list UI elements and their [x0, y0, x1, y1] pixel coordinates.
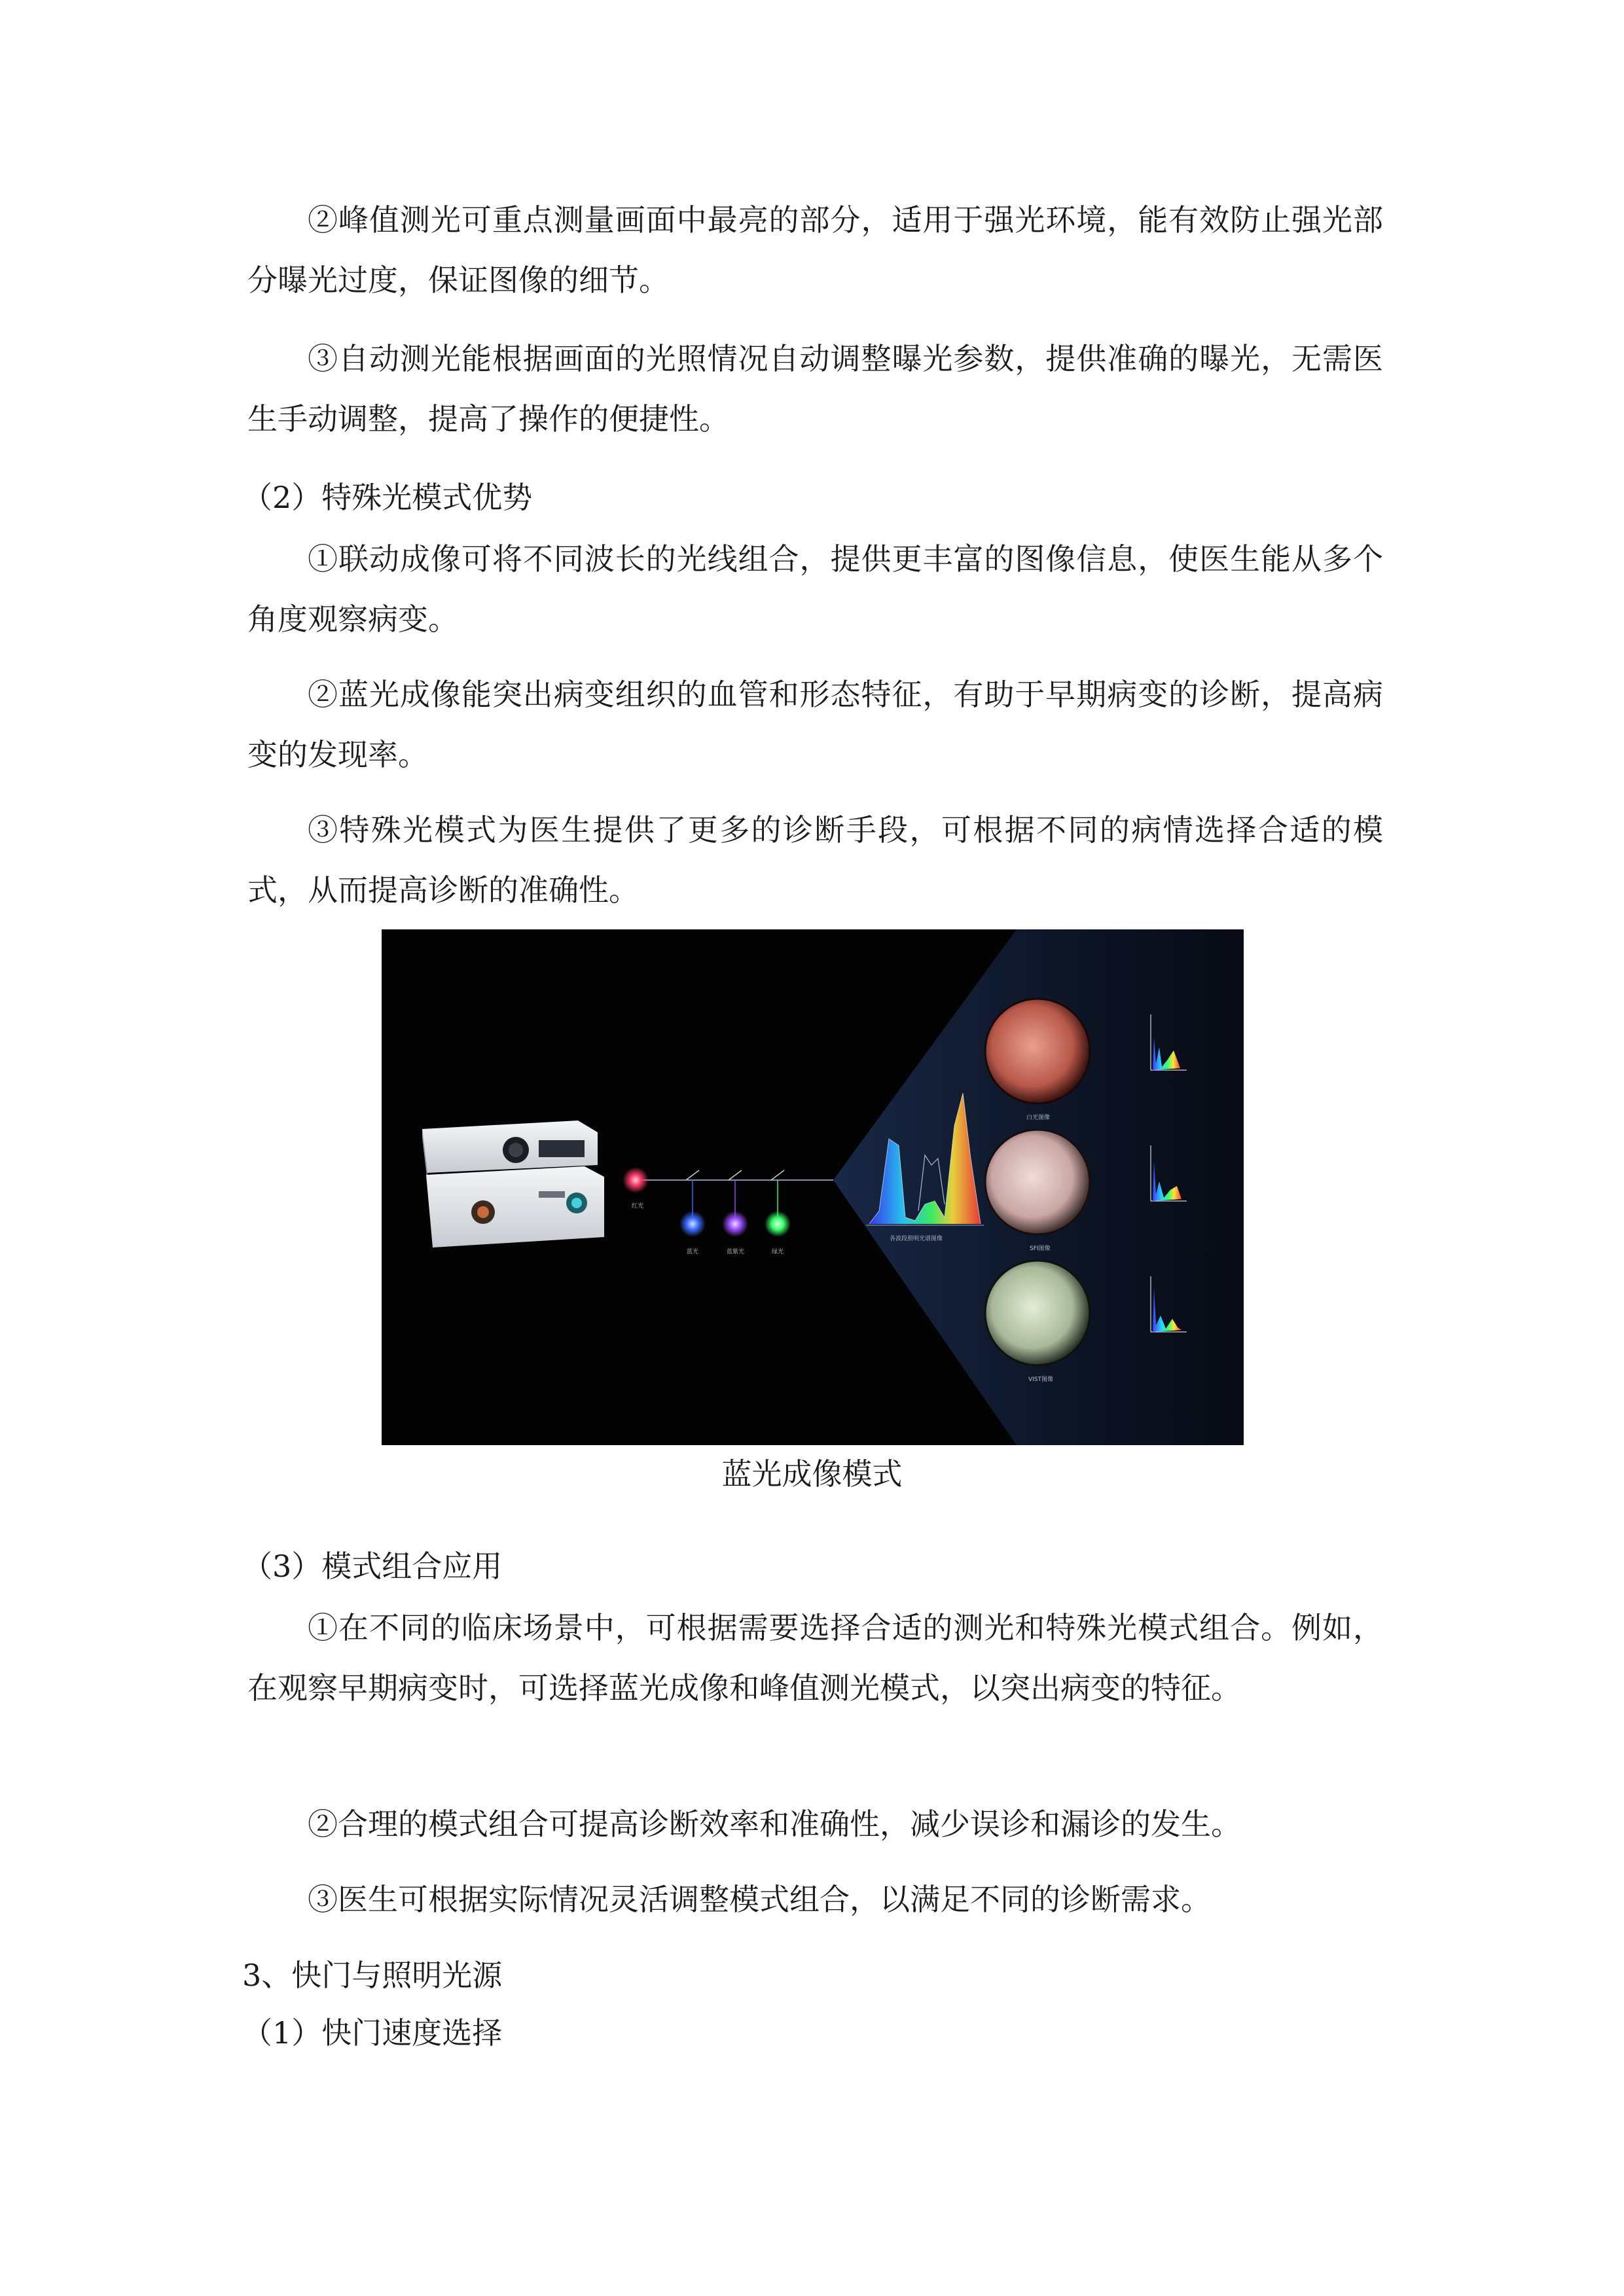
- red-light-source-icon: [623, 1167, 649, 1193]
- vist-image: [985, 1261, 1090, 1365]
- special-light-item-2: ②蓝光成像能突出病变组织的血管和形态特征，有助于早期病变的诊断，提高病变的发现率。: [247, 677, 1383, 772]
- shutter-heading: 3、快门与照明光源: [242, 1958, 503, 1993]
- blue-light-emitter-icon: [679, 1180, 706, 1237]
- light-path: [636, 1170, 833, 1180]
- combination-heading: （3）模式组合应用: [242, 1549, 503, 1584]
- combination-item-1: ①在不同的临床场景中，可根据需要选择合适的测光和特殊光模式组合。例如，在观察早期病变时，可选择蓝光成像和峰值测光模式，以突出病变的特征。: [247, 1610, 1383, 1706]
- shutter-speed-subheading: （1）快门速度选择: [242, 2015, 503, 2051]
- metering-item-2: ②峰值测光可重点测量画面中最亮的部分，适用于强光环境，能有效防止强光部分曝光过度，保证图像的细节。: [247, 202, 1383, 298]
- metering-item-3: ③自动测光能根据画面的光照情况自动调整曝光参数，提供准确的曝光，无需医生手动调整，提高了操作的便捷性。: [247, 341, 1383, 437]
- special-light-item-3: ③特殊光模式为医生提供了更多的诊断手段，可根据不同的病情选择合适的模式，从而提高诊断的准确性。: [247, 812, 1383, 908]
- special-light-heading: （2）特殊光模式优势: [242, 480, 533, 515]
- blue-violet-light-label: 蓝紫光: [727, 1249, 745, 1255]
- combination-item-3: ③医生可根据实际情况灵活调整模式组合，以满足不同的诊断需求。: [308, 1882, 1211, 1917]
- combination-item-2: ②合理的模式组合可提高诊断效率和准确性，减少误诊和漏诊的发生。: [308, 1806, 1241, 1842]
- green-light-emitter-icon: [765, 1180, 791, 1237]
- blue-violet-light-emitter-icon: [722, 1180, 748, 1237]
- sfi-image-label: SFI图像: [1030, 1246, 1051, 1252]
- white-light-image: [985, 999, 1090, 1103]
- spectrum-title: 各波段照明光谱图像: [890, 1236, 943, 1242]
- green-light-label: 绿光: [772, 1249, 784, 1255]
- red-light-label: 红光: [632, 1203, 644, 1210]
- endoscope-processor-device: [422, 1121, 604, 1247]
- vist-image-label: VIST图像: [1028, 1376, 1054, 1383]
- blue-light-imaging-figure: [382, 929, 1244, 1445]
- figure-illustration: [382, 929, 1244, 1445]
- sfi-image: [985, 1130, 1090, 1234]
- white-light-image-label: 白光图像: [1026, 1115, 1051, 1121]
- blue-light-label: 蓝光: [687, 1249, 699, 1255]
- figure-caption: 蓝光成像模式: [721, 1456, 903, 1492]
- special-light-item-1: ①联动成像可将不同波长的光线组合，提供更丰富的图像信息，使医生能从多个角度观察病变。: [247, 541, 1383, 637]
